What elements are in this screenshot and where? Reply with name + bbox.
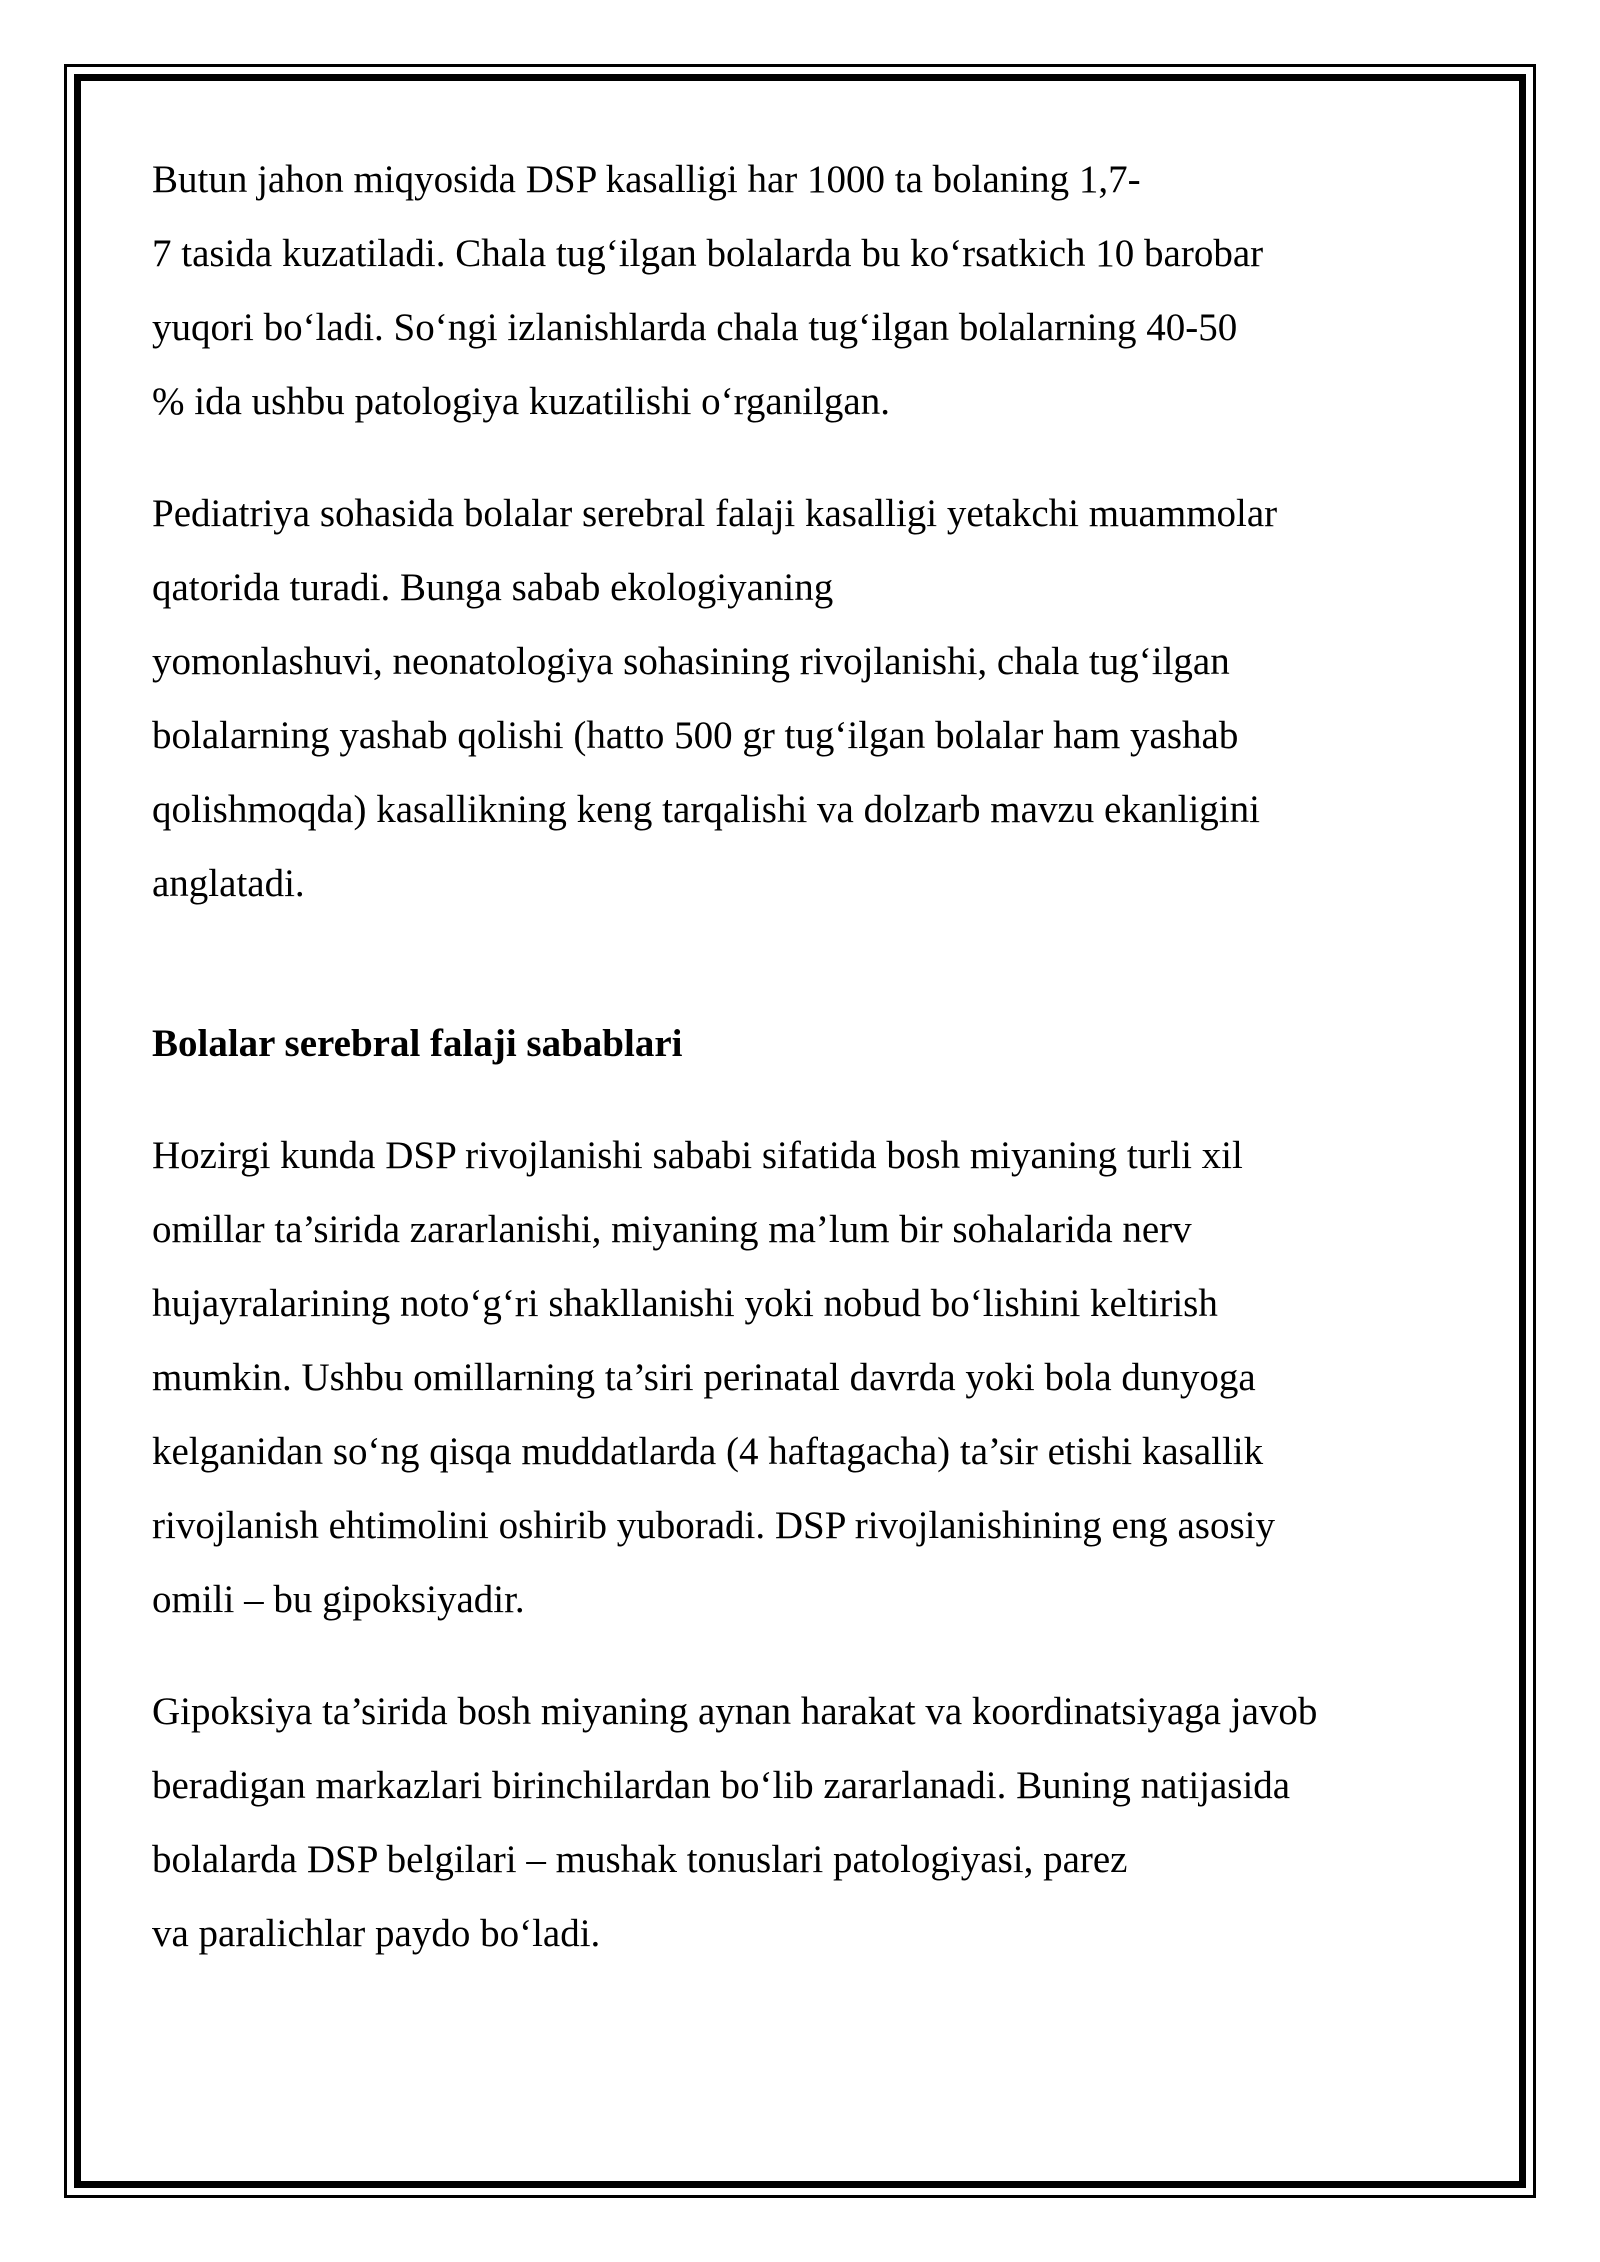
text-line: va paralichlar paydo bo‘ladi.	[152, 1912, 601, 1955]
document-body	[152, 143, 1452, 1971]
text-line: rivojlanish ehtimolini oshirib yuboradi. DSP rivojlanishining eng asosiy	[152, 1504, 1276, 1547]
text-line: beradigan markazlari birinchilardan bo‘lib zararlanadi. Buning natijasida	[152, 1764, 1291, 1807]
paragraph-spacer	[152, 1637, 1452, 1675]
paragraph-4	[152, 1675, 1452, 1971]
text-line: Gipoksiya ta’sirida bosh miyaning aynan harakat va koordinatsiyaga javob	[152, 1690, 1318, 1733]
text-line: bolalarning yashab qolishi (hatto 500 gr tug‘ilgan bolalar ham yashab	[152, 714, 1239, 757]
text-line: Butun jahon miqyosida DSP kasalligi har 1000 ta bolaning 1,7-	[152, 158, 1141, 201]
paragraph-1	[152, 143, 1452, 439]
paragraph-2	[152, 477, 1452, 921]
section-heading: Bolalar serebral falaji sabablari	[152, 1022, 683, 1065]
text-line: yomonlashuvi, neonatologiya sohasining rivojlanishi, chala tug‘ilgan	[152, 640, 1230, 683]
text-line: omillar ta’sirida zararlanishi, miyaning ma’lum bir sohalarida nerv	[152, 1208, 1192, 1251]
section-spacer	[152, 921, 1452, 1007]
paragraph-spacer	[152, 439, 1452, 477]
text-line: qatorida turadi. Bunga sabab ekologiyaning	[152, 566, 834, 609]
text-line: anglatadi.	[152, 862, 305, 905]
text-line: bolalarda DSP belgilari – mushak tonuslari patologiyasi, parez	[152, 1838, 1128, 1881]
text-line: hujayralarining noto‘g‘ri shakllanishi yoki nobud bo‘lishini keltirish	[152, 1282, 1218, 1325]
paragraph-3	[152, 1119, 1452, 1637]
paragraph-spacer	[152, 1081, 1452, 1119]
text-line: % ida ushbu patologiya kuzatilishi o‘rganilgan.	[152, 380, 890, 423]
text-line: Hozirgi kunda DSP rivojlanishi sababi sifatida bosh miyaning turli xil	[152, 1134, 1243, 1177]
text-line: yuqori bo‘ladi. So‘ngi izlanishlarda chala tug‘ilgan bolalarning 40-50	[152, 306, 1238, 349]
text-line: omili – bu gipoksiyadir.	[152, 1578, 525, 1621]
text-line: 7 tasida kuzatiladi. Chala tug‘ilgan bolalarda bu ko‘rsatkich 10 barobar	[152, 232, 1264, 275]
text-line: mumkin. Ushbu omillarning ta’siri perinatal davrda yoki bola dunyoga	[152, 1356, 1256, 1399]
text-line: qolishmoqda) kasallikning keng tarqalishi va dolzarb mavzu ekanligini	[152, 788, 1260, 831]
text-line: Pediatriya sohasida bolalar serebral falaji kasalligi yetakchi muammolar	[152, 492, 1278, 535]
text-line: kelganidan so‘ng qisqa muddatlarda (4 haftagacha) ta’sir etishi kasallik	[152, 1430, 1264, 1473]
